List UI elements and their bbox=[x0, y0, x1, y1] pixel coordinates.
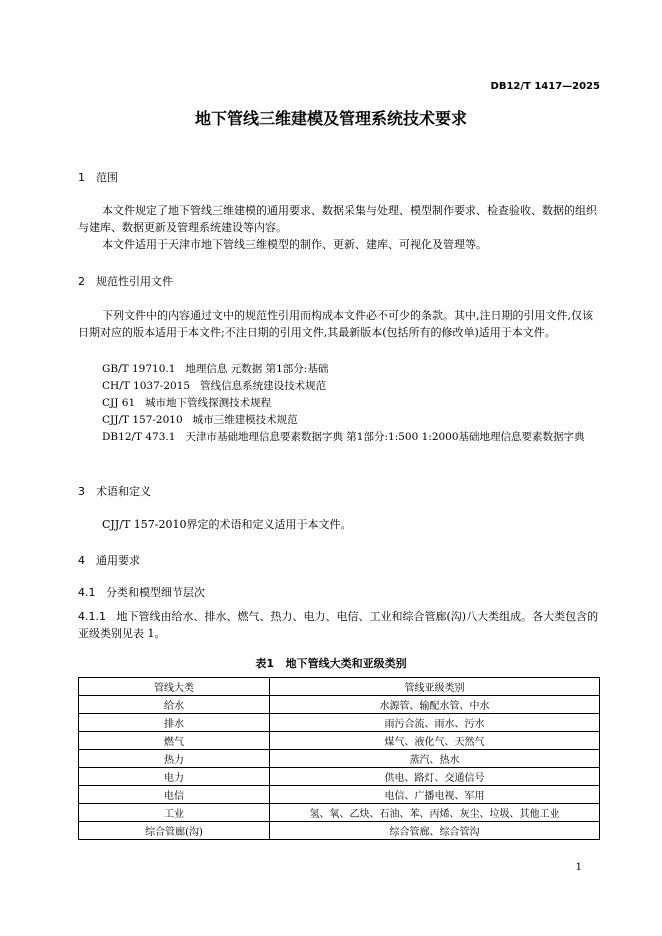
subsection-heading bbox=[78, 584, 205, 600]
table-caption bbox=[0, 655, 662, 671]
table-row bbox=[79, 804, 600, 822]
reference-name: 地理信息 元数据 第1部分:基础 bbox=[185, 363, 329, 375]
reference-item bbox=[102, 395, 271, 410]
table-row bbox=[79, 822, 600, 840]
table-cell-subcategory: 氢、氧、乙炔、石油、苯、丙烯、灰尘、垃圾、其他工业 bbox=[270, 804, 600, 822]
table-row bbox=[79, 732, 600, 750]
table-row bbox=[79, 768, 600, 786]
scope-paragraph-1: 本文件规定了地下管线三维建模的通用要求、数据采集与处理、模型制作要求、检查验收、数据的组织与建库、数据更新及管理系统建设等内容。 bbox=[78, 204, 597, 234]
section-heading-normative bbox=[78, 273, 173, 289]
section-number: 2 bbox=[78, 275, 85, 288]
reference-item bbox=[102, 412, 298, 427]
table-caption-title: 地下管线大类和亚级类别 bbox=[285, 657, 407, 670]
section-heading-terms bbox=[78, 483, 151, 499]
table-header-cell: 管线大类 bbox=[79, 678, 270, 696]
reference-item bbox=[102, 361, 328, 376]
document-number: DB12/T 1417—2025 bbox=[490, 81, 600, 92]
table-cell-category: 给水 bbox=[79, 696, 270, 714]
table-cell-category: 排水 bbox=[79, 714, 270, 732]
reference-item bbox=[102, 378, 326, 393]
table-header-row bbox=[79, 678, 600, 696]
scope-paragraph-2: 本文件适用于天津市地下管线三维模型的制作、更新、建库、可视化及管理等。 bbox=[102, 238, 487, 251]
reference-name: 城市三维建模技术规范 bbox=[192, 414, 298, 426]
table-cell-subcategory: 电信、广播电视、军用 bbox=[270, 786, 600, 804]
reference-code: DB12/T 473.1 bbox=[102, 431, 176, 443]
clause-text: 地下管线由给水、排水、燃气、热力、电力、电信、工业和综合管廊(沟)八大类组成。各大类包含的亚级类别见表 1。 bbox=[78, 610, 599, 640]
section-number: 3 bbox=[78, 485, 85, 498]
subsection-title: 分类和模型细节层次 bbox=[106, 586, 205, 599]
pipeline-category-table bbox=[78, 677, 600, 840]
reference-code: CJJ 61 bbox=[102, 397, 136, 409]
table-row bbox=[79, 714, 600, 732]
table-row bbox=[79, 786, 600, 804]
section-number: 1 bbox=[78, 171, 85, 184]
reference-code: CJJ/T 157-2010 bbox=[102, 414, 183, 426]
section-title: 术语和定义 bbox=[96, 485, 151, 498]
clause-number: 4.1.1 bbox=[78, 610, 106, 623]
table-row bbox=[79, 696, 600, 714]
table-caption-number: 表1 bbox=[255, 657, 275, 670]
reference-name: 天津市基础地理信息要素数据字典 第1部分:1:500 1:2000基础地理信息要素数据字典 bbox=[185, 431, 585, 443]
reference-name: 城市地下管线探测技术规程 bbox=[145, 397, 272, 409]
table-cell-subcategory: 综合管廊、综合管沟 bbox=[270, 822, 600, 840]
table-cell-category: 热力 bbox=[79, 750, 270, 768]
section-title: 规范性引用文件 bbox=[96, 275, 173, 288]
reference-name: 管线信息系统建设技术规范 bbox=[200, 380, 327, 392]
section-number: 4 bbox=[78, 554, 85, 567]
table-cell-subcategory: 水源管、输配水管、中水 bbox=[270, 696, 600, 714]
table-cell-subcategory: 供电、路灯、交通信号 bbox=[270, 768, 600, 786]
table-cell-subcategory: 雨污合流、雨水、污水 bbox=[270, 714, 600, 732]
page-title: 地下管线三维建模及管理系统技术要求 bbox=[194, 109, 467, 128]
reference-code: GB/T 19710.1 bbox=[102, 363, 176, 375]
terms-paragraph: CJJ/T 157-2010界定的术语和定义适用于本文件。 bbox=[102, 518, 352, 531]
table-cell-category: 燃气 bbox=[79, 732, 270, 750]
clause-paragraph bbox=[78, 608, 600, 642]
table-cell-subcategory: 煤气、液化气、天然气 bbox=[270, 732, 600, 750]
section-title: 范围 bbox=[96, 171, 118, 184]
section-heading-scope bbox=[78, 169, 118, 185]
normative-intro: 下列文件中的内容通过文中的规范性引用而构成本文件必不可少的条款。其中,注日期的引用文件,仅该日期对应的版本适用于本文件;不注日期的引用文件,其最新版本(包括所有的修改单)适用于本文件。 bbox=[78, 309, 593, 339]
table-row bbox=[79, 750, 600, 768]
section-title: 通用要求 bbox=[96, 554, 140, 567]
table-cell-category: 电力 bbox=[79, 768, 270, 786]
page-number: 1 bbox=[575, 862, 582, 873]
section-heading-general bbox=[78, 552, 140, 568]
table-cell-category: 综合管廊(沟) bbox=[79, 822, 270, 840]
table-header-cell: 管线亚级类别 bbox=[270, 678, 600, 696]
table-cell-category: 电信 bbox=[79, 786, 270, 804]
table-cell-category: 工业 bbox=[79, 804, 270, 822]
reference-code: CH/T 1037-2015 bbox=[102, 380, 191, 392]
subsection-number: 4.1 bbox=[78, 586, 96, 599]
table-cell-subcategory: 蒸汽、热水 bbox=[270, 750, 600, 768]
reference-item bbox=[78, 429, 600, 446]
